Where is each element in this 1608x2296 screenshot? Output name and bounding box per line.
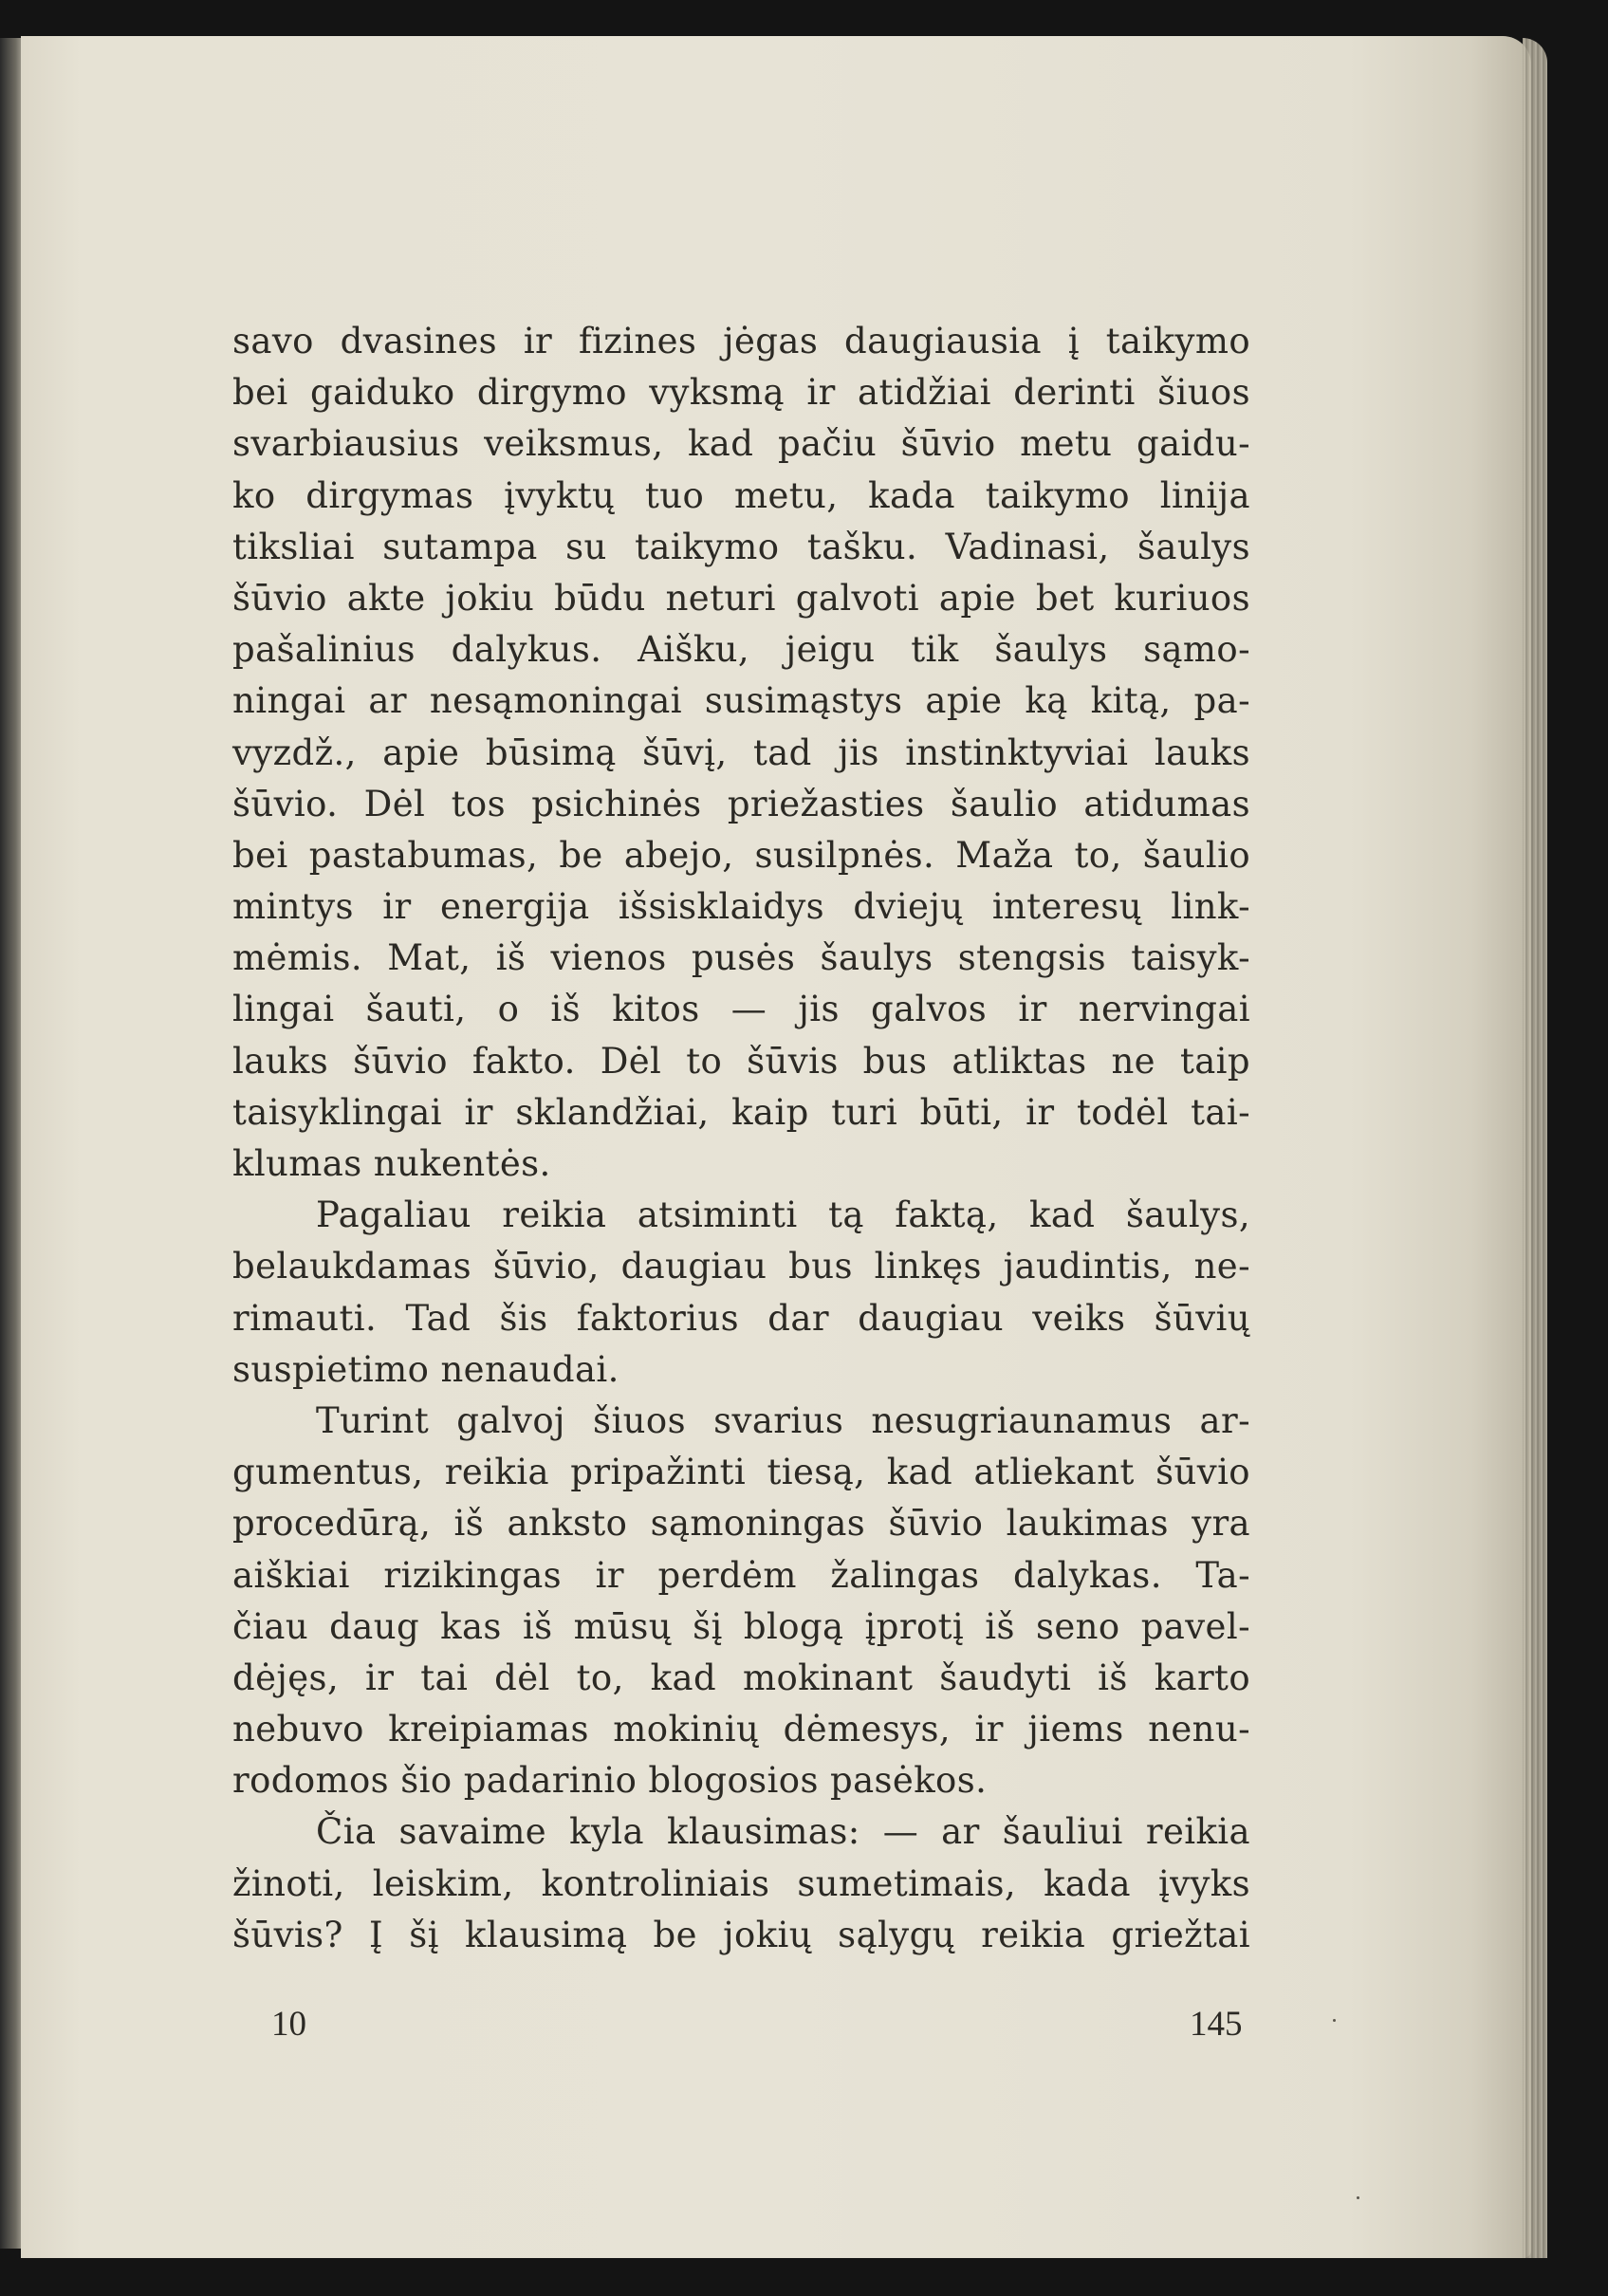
text-line: klumas nukentės. (232, 1143, 551, 1184)
text-line: belaukdamas šūvio, daugiau bus linkęs jaudintis, ne- (232, 1246, 1250, 1287)
signature-mark: 10 (271, 2005, 306, 2044)
text-line: bei pastabumas, be abejo, susilpnės. Maža to, šaulio (232, 834, 1250, 876)
text-line: žinoti, leiskim, kontroliniais sumetimais, kada įvyks (232, 1862, 1250, 1904)
text-line: savo dvasines ir fizines jėgas daugiausia į taikymo (232, 321, 1250, 361)
text-line: mėmis. Mat, iš vienos pusės šaulys stengsis taisyk- (232, 937, 1250, 979)
paragraph-first-line: Pagaliau reikia atsiminti tą faktą, kad šaulys, (316, 1194, 1250, 1236)
text-line: pašalinius dalykus. Aišku, jeigu tik šaulys sąmo- (232, 629, 1250, 671)
text-line: ko dirgymas įvyktų tuo metu, kada taikymo linija (232, 474, 1250, 516)
text-line: svarbiausius veiksmus, kad pačiu šūvio metu gaidu- (232, 423, 1250, 465)
text-line: ningai ar nesąmoningai susimąstys apie ką kitą, pa- (232, 680, 1250, 722)
text-line: procedūrą, iš anksto sąmoningas šūvio laukimas yra (232, 1503, 1250, 1545)
text-line: mintys ir energija išsisklaidys dviejų interesų link- (232, 886, 1250, 928)
text-line: šūvio akte jokiu būdu neturi galvoti apie bet kuriuos (232, 577, 1250, 619)
page-number: 145 (1190, 2005, 1243, 2044)
text-line: tiksliai sutampa su taikymo tašku. Vadinasi, šaulys (232, 526, 1250, 567)
text-line: taisyklingai ir sklandžiai, kaip turi būti, ir todėl tai- (232, 1091, 1250, 1133)
text-line: bei gaiduko dirgymo vyksmą ir atidžiai derinti šiuos (232, 372, 1250, 414)
paragraph-first-line: Turint galvoj šiuos svarius nesugriaunamus ar- (316, 1399, 1250, 1441)
text-line: rodomos šio padarinio blogosios pasėkos. (232, 1760, 988, 1802)
text-line: lauks šūvio fakto. Dėl to šūvis bus atliktas ne taip (232, 1040, 1250, 1082)
text-line: lingai šauti, o iš kitos — jis galvos ir nervingai (232, 989, 1250, 1030)
text-line: aiškiai rizikingas ir perdėm žalingas dalykas. Ta- (232, 1554, 1250, 1596)
page-stack-edge (1523, 38, 1547, 2258)
text-line: dėjęs, ir tai dėl to, kad mokinant šaudyti iš karto (232, 1657, 1250, 1698)
text-line: vyzdž., apie būsimą šūvį, tad jis instinktyviai lauks (232, 731, 1250, 773)
paragraph-first-line: Čia savaime kyla klausimas: — ar šauliui reikia (316, 1811, 1250, 1853)
dust-speck (1357, 2196, 1359, 2199)
dust-speck (1333, 2019, 1336, 2022)
text-line: rimauti. Tad šis faktorius dar daugiau veiks šūvių (232, 1297, 1250, 1339)
text-line: nebuvo kreipiamas mokinių dėmesys, ir jiems nenu- (232, 1709, 1250, 1750)
text-line: šūvis? Į šį klausimą be jokių sąlygų reikia griežtai (232, 1914, 1250, 1955)
text-line: šūvio. Dėl tos psichinės priežasties šaulio atidumas (232, 783, 1250, 824)
text-line: suspietimo nenaudai. (232, 1348, 619, 1390)
text-line: gumentus, reikia pripažinti tiesą, kad atliekant šūvio (232, 1452, 1250, 1493)
text-line: čiau daug kas iš mūsų šį blogą įprotį iš seno pavel- (232, 1605, 1250, 1647)
body-text (232, 316, 1250, 1961)
